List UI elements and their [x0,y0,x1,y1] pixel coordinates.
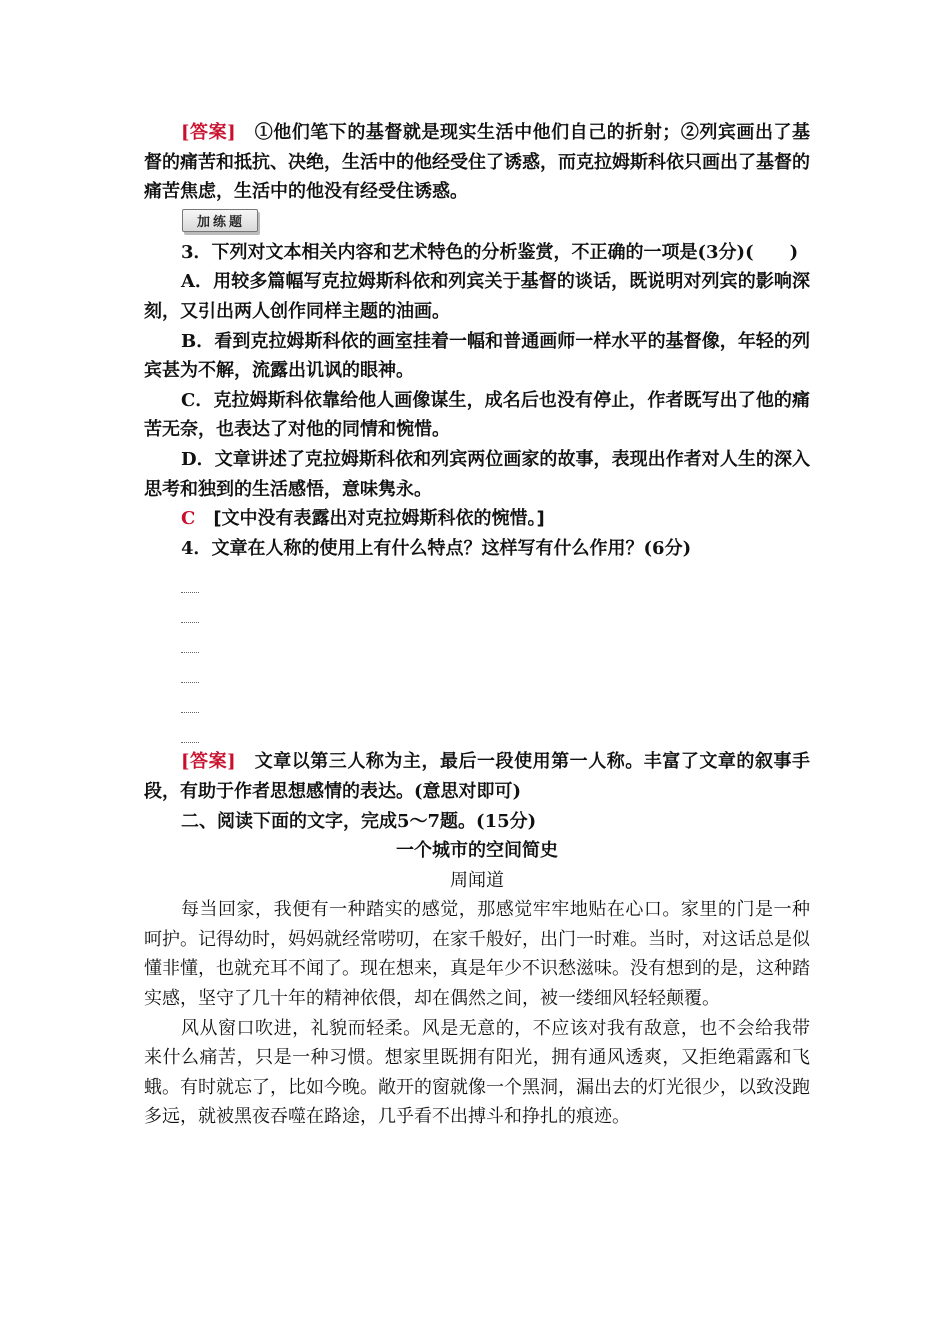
answer-1-text: ①他们笔下的基督就是现实生活中他们自己的折射；②列宾画出了基督的痛苦和抵抗、决绝，生活中的他经受住了诱惑，而克拉姆斯科依只画出了基督的痛苦焦虑，生活中的他没有经受住诱惑。 [144,122,810,203]
question-4-answer-text: 文章以第三人称为主，最后一段使用第一人称。丰富了文章的叙事手段，有助于作者思想感情的表达。(意思对即可) [144,751,810,802]
answer-blank-area [144,563,810,743]
page-content [144,118,810,1132]
question-4-stem: 4．文章在人称的使用上有什么特点？这样写有什么作用？(6分) [181,537,692,559]
practice-tag-row [144,207,810,238]
article-paragraph: 风从窗口吹进，礼貌而轻柔。风是无意的，不应该对我有敌意，也不会给我带来什么痛苦，只是一种习惯。想家里既拥有阳光，拥有通风透爽，又拒绝霜露和飞蛾。有时就忘了，比如今晚。敞开的窗就像一个黑洞，漏出去的灯光很少，以致没跑多远，就被黑夜吞噬在路途，几乎看不出搏斗和挣扎的痕迹。 [144,1017,810,1128]
question-3-answer-explain: [文中没有表露出对克拉姆斯科依的惋惜。] [213,508,545,530]
question-3-option-b: B．看到克拉姆斯科依的画室挂着一幅和普通画师一样水平的基督像，年轻的列宾甚为不解，流露出讥讽的眼神。 [144,330,810,382]
article-author: 周闻道 [450,869,504,891]
answer-1-paragraph [144,118,810,207]
practice-tag: 加练题 [182,209,258,232]
section-2-heading: 二、阅读下面的文字，完成5～7题。(15分) [181,810,537,832]
answer-blank-line [181,623,199,653]
question-3-option-d: D．文章讲述了克拉姆斯科依和列宾两位画家的故事，表现出作者对人生的深入思考和独到的生活感悟，意味隽永。 [144,448,810,500]
answer-label: [答案] [181,122,236,143]
question-3-stem: 3．下列对文本相关内容和艺术特色的分析鉴赏，不正确的一项是(3分)( ) [181,241,799,263]
question-3-option-c: C．克拉姆斯科依靠给他人画像谋生，成名后也没有停止，作者既写出了他的痛苦无奈，也表达了对他的同情和惋惜。 [144,389,810,441]
question-3-option-a: A．用较多篇幅写克拉姆斯科依和列宾关于基督的谈话，既说明对列宾的影响深刻，又引出两人创作同样主题的油画。 [144,271,810,322]
question-3-answer-letter: C [181,508,196,530]
question-4-answer [144,747,810,806]
answer-blank-line [181,653,199,683]
answer-blank-line [181,563,199,593]
answer-label: [答案] [181,751,236,773]
answer-blank-line [181,683,199,713]
article-paragraph: 每当回家，我便有一种踏实的感觉，那感觉牢牢地贴在心口。家里的门是一种呵护。记得幼时，妈妈就经常唠叨，在家千般好，出门一时难。当时，对这话总是似懂非懂，也就充耳不闻了。现在想来，真是年少不识愁滋味。没有想到的是，这种踏实感，坚守了几十年的精神依偎，却在偶然之间，被一缕细风轻轻颠覆。 [144,899,810,1010]
answer-blank-line [181,713,199,743]
question-3-answer [144,504,810,534]
answer-blank-line [181,593,199,623]
article-title: 一个城市的空间简史 [396,840,558,862]
